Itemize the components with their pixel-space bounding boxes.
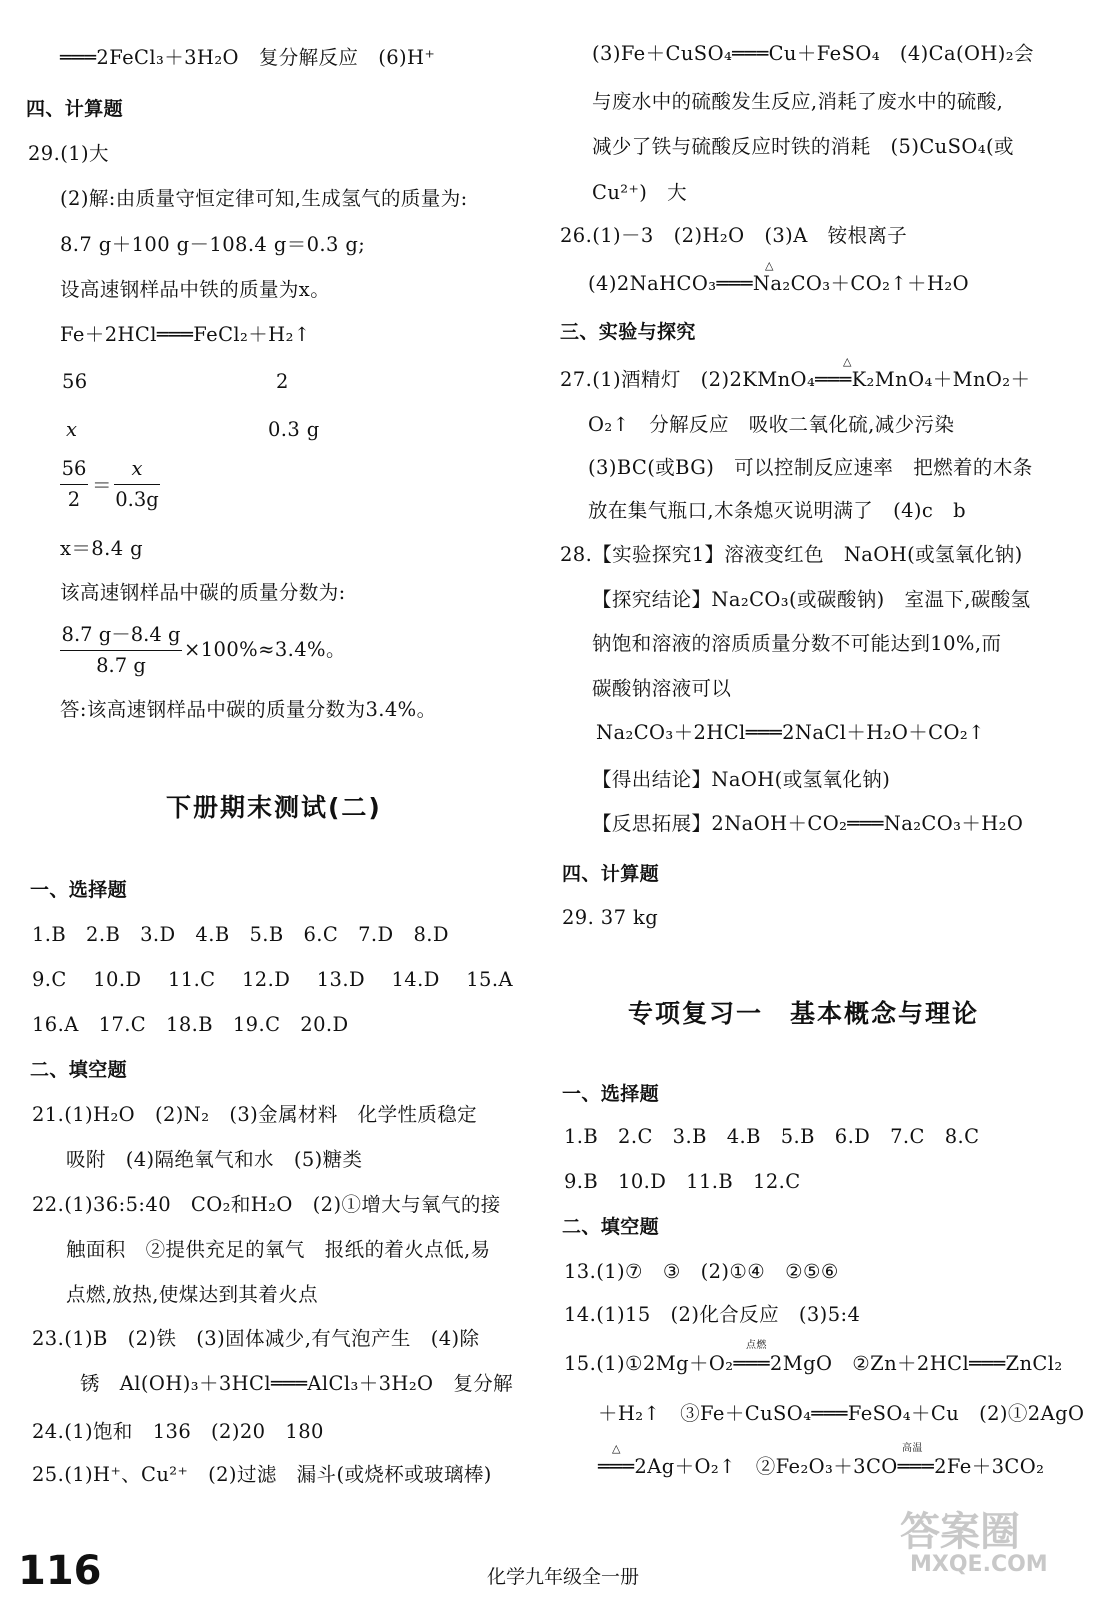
- text-line: 【反思拓展】2NaOH＋CO₂═══Na₂CO₃＋H₂O: [592, 812, 1024, 835]
- reaction-condition: 点燃: [746, 1340, 767, 1351]
- fraction: 56 2: [61, 457, 87, 511]
- section-heading: 四、计算题: [562, 863, 660, 885]
- text-line: 设高速钢样品中铁的质量为x。: [60, 278, 331, 301]
- text-line: 1.B 2.B 3.D 4.B 5.B 6.C 7.D 8.D: [32, 923, 449, 946]
- equation: 15.(1)①2Mg＋O₂═══2MgO ②Zn＋2HCl═══ZnCl₂: [564, 1352, 1063, 1375]
- text-line: 碳酸钠溶液可以: [592, 677, 732, 700]
- text-line: 钠饱和溶液的溶质质量分数不可能达到10%,而: [592, 632, 1002, 655]
- text-line: 0.3 g: [268, 418, 320, 441]
- watermark-logo: 答案圈: [900, 1509, 1020, 1555]
- text-line: 23.(1)B (2)铁 (3)固体减少,有气泡产生 (4)除: [32, 1327, 480, 1350]
- text-line: 触面积 ②提供充足的氧气 报纸的着火点低,易: [66, 1238, 491, 1261]
- text-line: O₂↑ 分解反应 吸收二氧化硫,减少污染: [588, 413, 955, 436]
- page-number: 116: [18, 1548, 102, 1594]
- fraction: x 0.3g: [115, 457, 159, 511]
- text-line: x＝8.4 g: [60, 537, 143, 560]
- text-line: 21.(1)H₂O (2)N₂ (3)金属材料 化学性质稳定: [32, 1103, 478, 1126]
- text-line: 25.(1)H⁺、Cu²⁺ (2)过滤 漏斗(或烧杯或玻璃棒): [32, 1463, 492, 1486]
- text-line: 答:该高速钢样品中碳的质量分数为3.4%。: [60, 698, 437, 721]
- text-line: 29. 37 kg: [562, 906, 659, 929]
- text-line: 1.B 2.C 3.B 4.B 5.B 6.D 7.C 8.C: [564, 1125, 980, 1148]
- equation: ═══2Ag＋O₂↑ ②Fe₂O₃＋3CO═══2Fe＋3CO₂: [598, 1455, 1045, 1478]
- text-line: 22.(1)36:5:40 CO₂和H₂O (2)①增大与氧气的接: [32, 1193, 501, 1216]
- reaction-condition: △: [843, 355, 852, 368]
- page-title: 下册期末测试(二): [166, 793, 382, 822]
- watermark-url: MXQE.COM: [910, 1552, 1048, 1577]
- reaction-condition: △: [612, 1442, 621, 1455]
- text-line: 14.(1)15 (2)化合反应 (3)5:4: [564, 1303, 861, 1326]
- text-line: (3)Fe＋CuSO₄═══Cu＋FeSO₄ (4)Ca(OH)₂会: [592, 42, 1034, 65]
- section-heading: 二、填空题: [562, 1216, 660, 1238]
- text-line: 锈 Al(OH)₃＋3HCl═══AlCl₃＋3H₂O 复分解: [80, 1372, 514, 1395]
- text-line: 13.(1)⑦ ③ (2)①④ ②⑤⑥: [564, 1260, 839, 1283]
- text-line: 2: [276, 370, 289, 393]
- section-heading: 一、选择题: [562, 1083, 660, 1105]
- text-line: 27.(1)酒精灯 (2)2KMnO₄═══K₂MnO₄＋MnO₂＋: [560, 368, 1031, 391]
- text-line: 24.(1)饱和 136 (2)20 180: [32, 1420, 324, 1443]
- text-line: x: [66, 418, 78, 441]
- text-line: 26.(1)－3 (2)H₂O (3)A 铵根离子: [560, 224, 908, 247]
- text-line: 点燃,放热,使煤达到其着火点: [66, 1283, 318, 1306]
- text-line: ×100%≈3.4%。: [184, 638, 346, 661]
- text-line: 28.【实验探究1】溶液变红色 NaOH(或氢氧化钠): [560, 543, 1023, 566]
- section-heading: 二、填空题: [30, 1059, 128, 1081]
- text-line: Cu²⁺) 大: [592, 181, 687, 204]
- text-line: (3)BC(或BG) 可以控制反应速率 把燃着的木条: [588, 456, 1033, 479]
- text-line: 【探究结论】Na₂CO₃(或碳酸钠) 室温下,碳酸氢: [592, 588, 1031, 611]
- text-line: 吸附 (4)隔绝氧气和水 (5)糖类: [66, 1148, 363, 1171]
- text-line: 56: [62, 370, 88, 393]
- text-line: ═══2FeCl₃＋3H₂O 复分解反应 (6)H⁺: [60, 46, 436, 69]
- text-line: 29.(1)大: [28, 142, 109, 165]
- text-line: 8.7 g＋100 g－108.4 g＝0.3 g;: [60, 233, 366, 256]
- section-heading: 四、计算题: [26, 98, 124, 120]
- text-line: 9.B 10.D 11.B 12.C: [564, 1170, 801, 1193]
- equation: Na₂CO₃＋2HCl═══2NaCl＋H₂O＋CO₂↑: [596, 721, 985, 744]
- footer-book-title: 化学九年级全一册: [487, 1566, 640, 1588]
- text-line: 该高速钢样品中碳的质量分数为:: [60, 581, 346, 604]
- reaction-condition: 高温: [902, 1443, 923, 1454]
- page-title: 专项复习一 基本概念与理论: [628, 999, 980, 1028]
- section-heading: 一、选择题: [30, 879, 128, 901]
- section-heading: 三、实验与探究: [560, 321, 696, 343]
- equation: ＋H₂↑ ③Fe＋CuSO₄═══FeSO₄＋Cu (2)①2AgO: [598, 1402, 1085, 1425]
- text-line: 与废水中的硫酸发生反应,消耗了废水中的硫酸,: [592, 90, 1004, 113]
- equation: Fe＋2HCl═══FeCl₂＋H₂↑: [60, 323, 311, 346]
- text-line: 【得出结论】NaOH(或氢氧化钠): [592, 768, 891, 791]
- text-line: 9.C 10.D 11.C 12.D 13.D 14.D 15.A: [32, 968, 513, 991]
- equation: (4)2NaHCO₃═══Na₂CO₃＋CO₂↑＋H₂O: [588, 272, 969, 295]
- equals-sign: ＝: [92, 474, 112, 497]
- text-line: (2)解:由质量守恒定律可知,生成氢气的质量为:: [60, 187, 468, 210]
- text-line: 减少了铁与硫酸反应时铁的消耗 (5)CuSO₄(或: [592, 135, 1014, 158]
- fraction: 8.7 g－8.4 g 8.7 g: [61, 623, 181, 677]
- text-line: 16.A 17.C 18.B 19.C 20.D: [32, 1013, 349, 1036]
- reaction-condition: △: [765, 259, 774, 272]
- text-line: 放在集气瓶口,木条熄灭说明满了 (4)c b: [588, 499, 967, 522]
